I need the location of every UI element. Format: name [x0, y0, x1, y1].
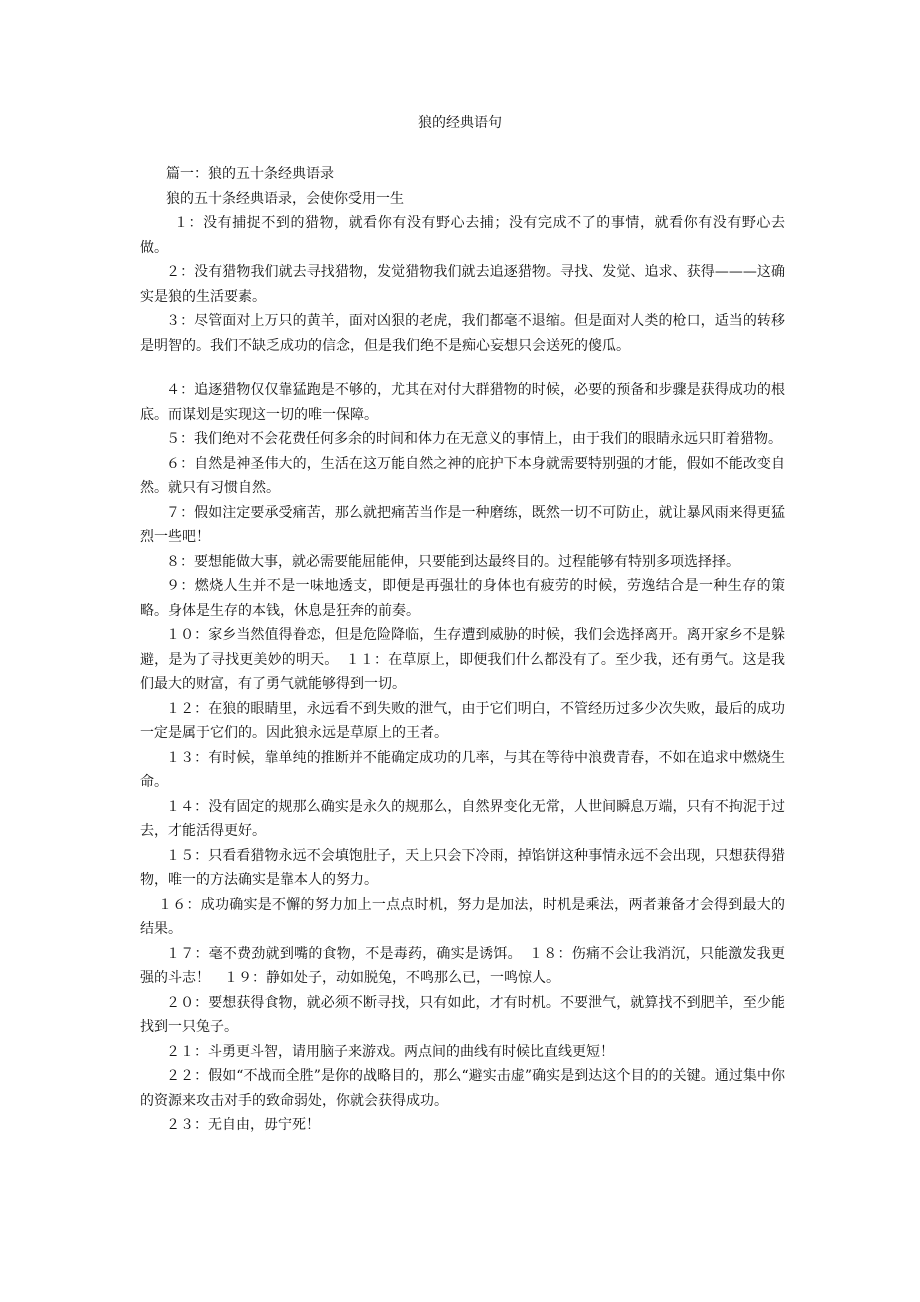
section-heading: 篇一：狼的五十条经典语录 [166, 166, 334, 182]
quote-paragraph-22: ２２：假如“不战而全胜”是你的战略目的，那么“避实击虚”确实是到达这个目的的关键。通过集中你的资源来攻击对手的致命弱处，你就会获得成功。 [140, 1068, 785, 1109]
quote-paragraph-9: ９：燃烧人生并不是一味地透支，即便是再强壮的身体也有疲劳的时候，劳逸结合是一种生存的策略。身体是生存的本钱，休息是狂奔的前奏。 [140, 578, 785, 619]
quote-paragraph-14: １４：没有固定的规那么确实是永久的规那么，自然界变化无常，人世间瞬息万端，只有不拘泥于过去，才能活得更好。 [140, 798, 785, 839]
quote-paragraph-8: ８：要想能做大事，就必需要能屈能伸，只要能到达最终目的。过程能够有特别多项选择择。 [166, 553, 740, 570]
quote-paragraph-6: ６：自然是神圣伟大的，生活在这万能自然之神的庇护下本身就需要特别强的才能，假如不能改变自然。就只有习惯自然。 [140, 455, 785, 496]
quote-paragraph-1: １：没有捕捉不到的猎物，就看你有没有野心去捕；没有完成不了的事情，就看你有没有野心去做。 [140, 215, 785, 256]
quote-paragraph-4: ４：追逐猎物仅仅靠猛跑是不够的，尤其在对付大群猎物的时候，必要的预备和步骤是获得成功的根底。而谋划是实现这一切的唯一保障。 [140, 382, 785, 423]
quote-paragraph-17-19: １７：毫不费劲就到嘴的食物，不是毒药，确实是诱饵。 １８：伤痛不会让我消沉，只能激发我更强的斗志！ １９：静如处子，动如脱兔，不鸣那么已，一鸣惊人。 [140, 945, 785, 986]
quote-paragraph-5: ５：我们绝对不会花费任何多余的时间和体力在无意义的事情上，由于我们的眼睛永远只盯着猎物。 [166, 431, 782, 447]
quote-paragraph-13: １３：有时候，靠单纯的推断并不能确定成功的几率，与其在等待中浪费青春，不如在追求中燃烧生命。 [140, 749, 785, 790]
document-title: 狼的经典语句 [418, 115, 502, 131]
quote-paragraph-16: １６：成功确实是不懈的努力加上一点点时机，努力是加法，时机是乘法，两者兼备才会得到最大的结果。 [140, 896, 785, 937]
quote-paragraph-12: １２：在狼的眼睛里，永远看不到失败的泄气，由于它们明白，不管经历过多少次失败，最后的成功一定是属于它们的。因此狼永远是草原上的王者。 [140, 700, 785, 741]
quote-paragraph-3: ３：尽管面对上万只的黄羊，面对凶狠的老虎，我们都毫不退缩。但是面对人类的枪口，适当的转移是明智的。我们不缺乏成功的信念，但是我们绝不是痴心妄想只会送死的傻瓜。 [140, 313, 785, 354]
quote-paragraph-23: ２３：无自由，毋宁死！ [166, 1117, 320, 1133]
quote-paragraph-7: ７：假如注定要承受痛苦，那么就把痛苦当作是一种磨练，既然一切不可防止，就让暴风雨来得更猛烈一些吧！ [140, 504, 785, 545]
quote-paragraph-21: ２１：斗勇更斗智，请用脑子来游戏。两点间的曲线有时候比直线更短！ [166, 1043, 614, 1060]
quote-paragraph-15: １５：只看看猎物永远不会填饱肚子，天上只会下冷雨，掉馅饼这种事情永远不会出现，只想获得猎物，唯一的方法确实是靠本人的努力。 [140, 847, 785, 888]
subtitle: 狼的五十条经典语录，会使你受用一生 [166, 190, 404, 207]
quote-paragraph-2: ２：没有猎物我们就去寻找猎物，发觉猎物我们就去追逐猎物。寻找、发觉、追求、获得———这确实是狼的生活要素。 [140, 264, 785, 305]
quote-paragraph-10-11: １０：家乡当然值得眷恋，但是危险降临，生存遭到威胁的时候，我们会选择离开。离开家乡不是躲避，是为了寻找更美妙的明天。 １１：在草原上，即便我们什么都没有了。至少我，还有勇气。这是我们最大的财富，有了勇气就能够得到一切。 [140, 627, 785, 692]
quote-paragraph-20: ２０：要想获得食物，就必须不断寻找，只有如此，才有时机。不要泄气，就算找不到肥羊，至少能找到一只兔子。 [140, 994, 785, 1035]
document-body [140, 162, 785, 1138]
